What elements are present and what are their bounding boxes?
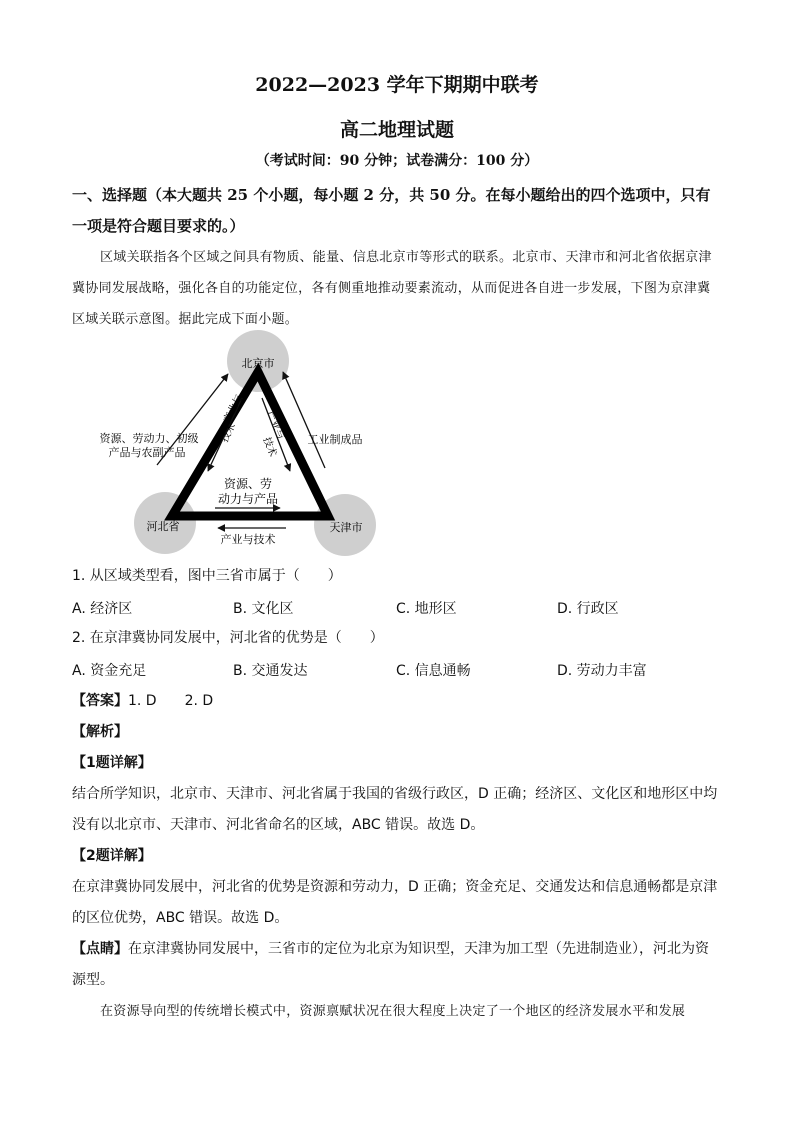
- region-linkage-diagram: [90, 330, 390, 560]
- q2-option-c: C. 信息通畅: [396, 663, 471, 679]
- bottom-flow-label: 产业与技术: [220, 533, 276, 546]
- question-1-stem: 1. 从区域类型看，图中三省市属于（ ）: [72, 568, 342, 584]
- inner-left-label-1: 产业与: [222, 393, 246, 425]
- center-flow-label-1: 资源、劳: [223, 477, 273, 491]
- left-flow-label-2: 产品与农副产品: [108, 446, 186, 459]
- exam-info: （考试时间：90 分钟；试卷满分：100 分）: [255, 153, 539, 169]
- inner-left-label-2: 技术: [219, 421, 239, 445]
- detail-1-label: 【1题详解】: [72, 755, 152, 771]
- note-text: 在京津冀协同发展中，三省市的定位为北京为知识型，天津为加工型（先进制造业），河北为资源型。: [72, 941, 709, 988]
- detail-1-text: 结合所学知识，北京市、天津市、河北省属于我国的省级行政区，D 正确；经济区、文化区和地形区中均没有以北京市、天津市、河北省命名的区域，ABC 错误。故选 D。: [72, 786, 718, 833]
- q2-option-d: D. 劳动力丰富: [557, 663, 647, 679]
- answer-line: [72, 691, 213, 711]
- intro-text: 区域关联指各个区域之间具有物质、能量、信息北京市等形式的联系。北京市、天津市和河北省依据京津冀协同发展战略，强化各自的功能定位，各有侧重地推动要素流动，从而促进各自进一步发展，下图为京津冀区域关联示意图。据此完成下面小题。: [72, 250, 712, 327]
- section-heading: 一、选择题（本大题共 25 个小题，每小题 2 分，共 50 分。在每小题给出的四个选项中，只有一项是符合题目要求的。）: [72, 186, 711, 235]
- exam-subject: 高二地理试题: [339, 119, 454, 141]
- arrow-tianjin-to-beijing: [283, 372, 325, 468]
- answer-text: 1. D 2. D: [128, 693, 214, 709]
- detail-2-label: 【2题详解】: [72, 848, 152, 864]
- q1-option-d: D. 行政区: [557, 601, 619, 617]
- q2-option-a: A. 资金充足: [72, 663, 147, 679]
- inner-right-label-2: 技术: [260, 435, 279, 459]
- tianjin-label: 天津市: [329, 521, 363, 534]
- q1-option-c: C. 地形区: [396, 601, 457, 617]
- question-2-stem: 2. 在京津冀协同发展中，河北省的优势是（ ）: [72, 630, 384, 646]
- next-intro-paragraph: [72, 996, 722, 1027]
- q2-option-b: B. 交通发达: [233, 663, 308, 679]
- answer-label: 【答案】: [72, 693, 128, 709]
- note-label: 【点睛】: [72, 941, 128, 957]
- detail-2-text: 在京津冀协同发展中，河北省的优势是资源和劳动力，D 正确；资金充足、交通发达和信息通畅都是京津的区位优势，ABC 错误。故选 D。: [72, 879, 718, 926]
- left-flow-label-1: 资源、劳动力、初级: [99, 432, 199, 445]
- note-paragraph: [72, 934, 722, 996]
- q1-option-a: A. 经济区: [72, 601, 133, 617]
- exam-title: 2022—2023 学年下期期中联考: [255, 74, 539, 96]
- next-intro-text: 在资源导向型的传统增长模式中，资源禀赋状况在很大程度上决定了一个地区的经济发展水平和发展: [100, 1004, 686, 1019]
- analysis-label: 【解析】: [72, 724, 128, 740]
- q1-option-b: B. 文化区: [233, 601, 294, 617]
- inner-right-label-1: 产业与: [264, 409, 287, 442]
- intro-paragraph: [72, 242, 722, 335]
- hebei-label: 河北省: [146, 520, 180, 533]
- center-flow-label-2: 动力与产品: [217, 492, 279, 506]
- right-flow-label: 工业制成品: [307, 433, 363, 446]
- beijing-label: 北京市: [241, 357, 275, 370]
